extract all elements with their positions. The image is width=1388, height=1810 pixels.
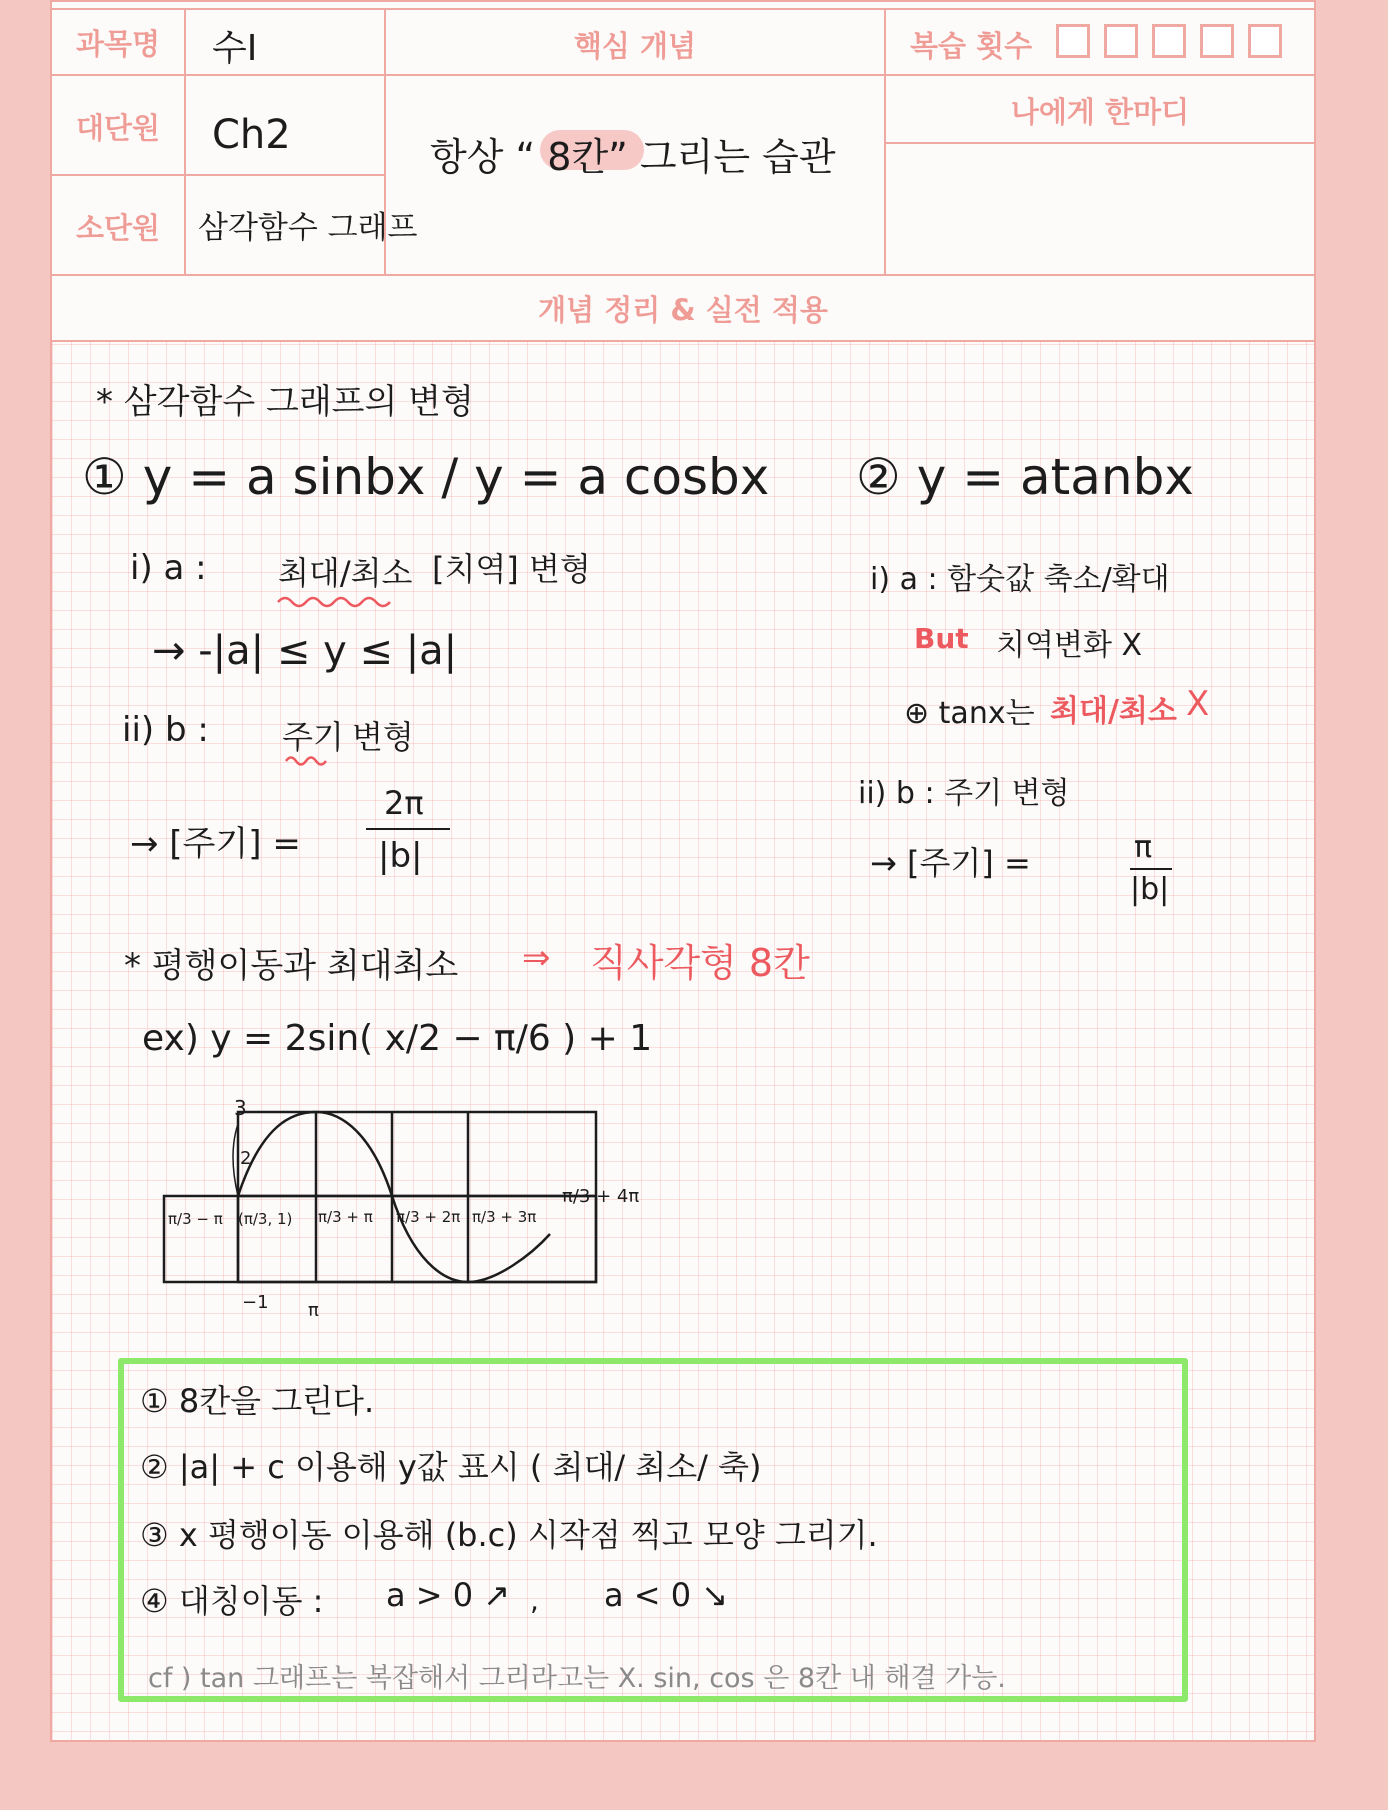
tan-note: ⊕ tanx는: [904, 696, 1035, 731]
period-den-right: |b|: [1130, 872, 1170, 907]
wavy-underline-1: [278, 594, 398, 608]
item-b-key: 주기: [282, 718, 344, 756]
review-label: 복습 횟수: [910, 29, 1033, 63]
core-concept-label: 핵심 개념: [573, 29, 697, 63]
step-4-positive: a > 0 ↗: [386, 1576, 511, 1614]
heading-shift: * 평행이동과 최대최소: [124, 946, 459, 986]
subunit-label: 소단원: [75, 211, 161, 245]
step-2: ② |a| + c 이용해 y값 표시 ( 최대/ 최소/ 축): [140, 1448, 762, 1486]
subunit-value: 삼각함수 그래프: [198, 210, 418, 246]
section-label: 개념 정리 & 실전 적용: [538, 293, 828, 327]
graph-x-label-5: π/3 + 3π: [472, 1208, 537, 1226]
graph-x-label-4: π/3 + 2π: [396, 1208, 461, 1226]
note-label: 나에게 한마디: [1010, 95, 1190, 129]
period-num-right: π: [1134, 830, 1153, 865]
step-3: ③ x 평행이동 이용해 (b.c) 시작점 찍고 모양 그리기.: [140, 1516, 878, 1554]
period-num-left: 2π: [384, 784, 424, 822]
review-checkbox-2[interactable]: [1104, 24, 1138, 58]
graph-y-label-2: 2: [240, 1148, 252, 1169]
graph-bottom-label-2: π: [308, 1300, 319, 1321]
unit-value: Ch2: [212, 112, 291, 158]
fraction-bar-left: [366, 828, 450, 830]
graph-x-label-2: (π/3, 1): [238, 1210, 293, 1228]
item-b-rest: 변형: [352, 718, 414, 756]
graph-x-label-3: π/3 + π: [318, 1208, 373, 1226]
review-checkbox-1[interactable]: [1056, 24, 1090, 58]
fraction-bar-right: [1130, 868, 1172, 870]
tan-note-key: 최대/최소: [1050, 694, 1177, 729]
step-1: ① 8칸을 그린다.: [140, 1382, 375, 1420]
core-concept-value: 항상 “ 8칸” 그리는 습관: [430, 135, 836, 179]
graph-x-label-6: π/3 + 4π: [562, 1186, 640, 1207]
subject-value: 수Ⅰ: [212, 28, 258, 69]
heading-shift-key: 직사각형 8칸: [590, 941, 810, 985]
item-b: ii) b :: [122, 710, 209, 750]
step-4-comma: ,: [530, 1584, 539, 1617]
formula-tan: ② y = atanbx: [856, 448, 1194, 506]
period-label-left: → [주기] =: [130, 824, 301, 864]
period-den-left: |b|: [378, 836, 423, 876]
wavy-underline-2: [286, 754, 330, 766]
graph-y-label-3: 3: [234, 1096, 247, 1120]
but-rest: 치역변화 X: [996, 628, 1143, 663]
unit-label: 대단원: [75, 111, 161, 145]
but-label: But: [914, 622, 969, 655]
graph-bottom-label-1: −1: [242, 1292, 269, 1313]
step-4-negative: a < 0 ↘: [604, 1576, 729, 1614]
item-a-rest: [치역] 변형: [432, 550, 591, 588]
step-4: ④ 대칭이동 :: [140, 1582, 324, 1620]
tan-item-a: i) a : 함숫값 축소/확대: [870, 562, 1170, 597]
period-label-right: → [주기] =: [870, 844, 1031, 882]
review-checkbox-4[interactable]: [1200, 24, 1234, 58]
note-sheet: [50, 0, 1316, 1742]
formula-sin-cos: ① y = a sinbx / y = a cosbx: [82, 448, 770, 506]
tan-item-b: ii) b : 주기 변형: [858, 776, 1070, 811]
tan-note-x: X: [1186, 684, 1210, 724]
heading-transform: * 삼각함수 그래프의 변형: [96, 382, 474, 422]
review-checkbox-3[interactable]: [1152, 24, 1186, 58]
graph-x-label-1: π/3 − π: [168, 1210, 223, 1228]
review-checkbox-5[interactable]: [1248, 24, 1282, 58]
item-a-key: 최대/최소: [278, 554, 413, 592]
item-a: i) a :: [130, 548, 207, 588]
subject-label: 과목명: [75, 27, 161, 61]
range-inequality: → -|a| ≤ y ≤ |a|: [152, 628, 458, 674]
step-note: cf ) tan 그래프는 복잡해서 그리라고는 X. sin, cos 은 8칸 내 해결 가능.: [148, 1663, 1006, 1694]
heading-shift-arrow: ⇒: [522, 938, 551, 978]
example-formula: ex) y = 2sin( x/2 − π/6 ) + 1: [142, 1018, 653, 1059]
